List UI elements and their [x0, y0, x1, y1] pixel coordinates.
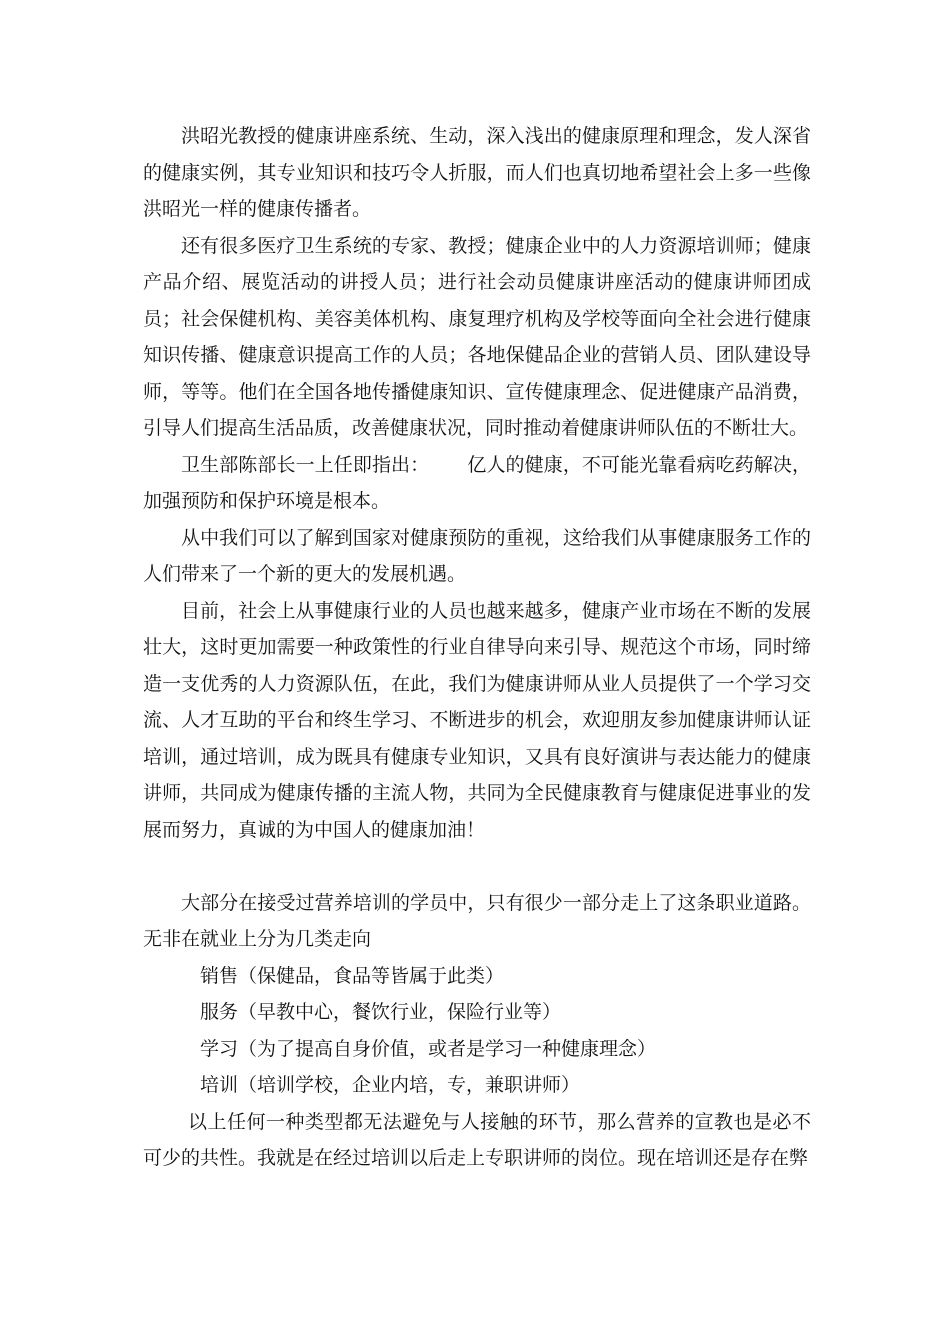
- paragraph-career-directions: 大部分在接受过营养培训的学员中，只有很少一部分走上了这条职业道路。无非在就业上分为几类走向: [143, 891, 811, 950]
- list-item: 服务（早教中心，餐饮行业，保险行业等）: [200, 1001, 562, 1023]
- paragraph-health-experts: 还有很多医疗卫生系统的专家、教授；健康企业中的人力资源培训师；健康产品介绍、展览活动的讲授人员；进行社会动员健康讲座活动的健康讲师团成员；社会保健机构、美容美体机构、康复理疗机构及学校等面向全社会进行健康知识传播、健康意识提高工作的人员；各地保健品企业的营销人员、团队建设导师，等等。他们在全国各地传播健康知识、宣传健康理念、促进健康产品消费，引导人们提高生活品质，改善健康状况，同时推动着健康讲师队伍的不断壮大。: [143, 234, 811, 439]
- list-item: 学习（为了提高自身价值，或者是学习一种健康理念）: [200, 1037, 657, 1060]
- minister-quote-intro: 卫生部陈部长一上任即指出：: [181, 453, 430, 476]
- paragraph-prevention-opportunity: 从中我们可以了解到国家对健康预防的重视，这给我们从事健康服务工作的人们带来了一个新的更大的发展机遇。: [143, 526, 811, 585]
- minister-quote-body: 亿人的健康，不可能光靠看病吃药解决，加强预防和保护环境是根本。: [143, 453, 811, 512]
- paragraph-gap: [143, 848, 811, 885]
- paragraph-minister-chen: [143, 447, 811, 520]
- paragraph-hong-zhaoguang: 洪昭光教授的健康讲座系统、生动，深入浅出的健康原理和理念，发人深省的健康实例，其专业知识和技巧令人折服，而人们也真切地希望社会上多一些像洪昭光一样的健康传播者。: [143, 125, 811, 220]
- paragraph-training-invitation: 目前，社会上从事健康行业的人员也越来越多，健康产业市场在不断的发展壮大，这时更加需要一种政策性的行业自律导向来引导、规范这个市场，同时缔造一支优秀的人力资源队伍，在此，我们为健康讲师从业人员提供了一个学习交流、人才互助的平台和终生学习、不断进步的机会，欢迎朋友参加健康讲师认证培训，通过培训，成为既具有健康专业知识，又具有良好演讲与表达能力的健康讲师，共同成为健康传播的主流人物，共同为全民健康教育与健康促进事业的发展而努力，真诚的为中国人的健康加油！: [143, 599, 811, 841]
- list-item: 销售（保健品，食品等皆属于此类）: [200, 964, 505, 987]
- list-item: 培训（培训学校，企业内培，专，兼职讲师）: [200, 1074, 581, 1096]
- paragraph-conclusion: 以上任何一种类型都无法避免与人接触的环节，那么营养的宣教也是必不可少的共性。我就是在经过培训以后走上专职讲师的岗位。现在培训还是存在弊: [143, 1110, 811, 1169]
- document-body: [143, 118, 811, 1177]
